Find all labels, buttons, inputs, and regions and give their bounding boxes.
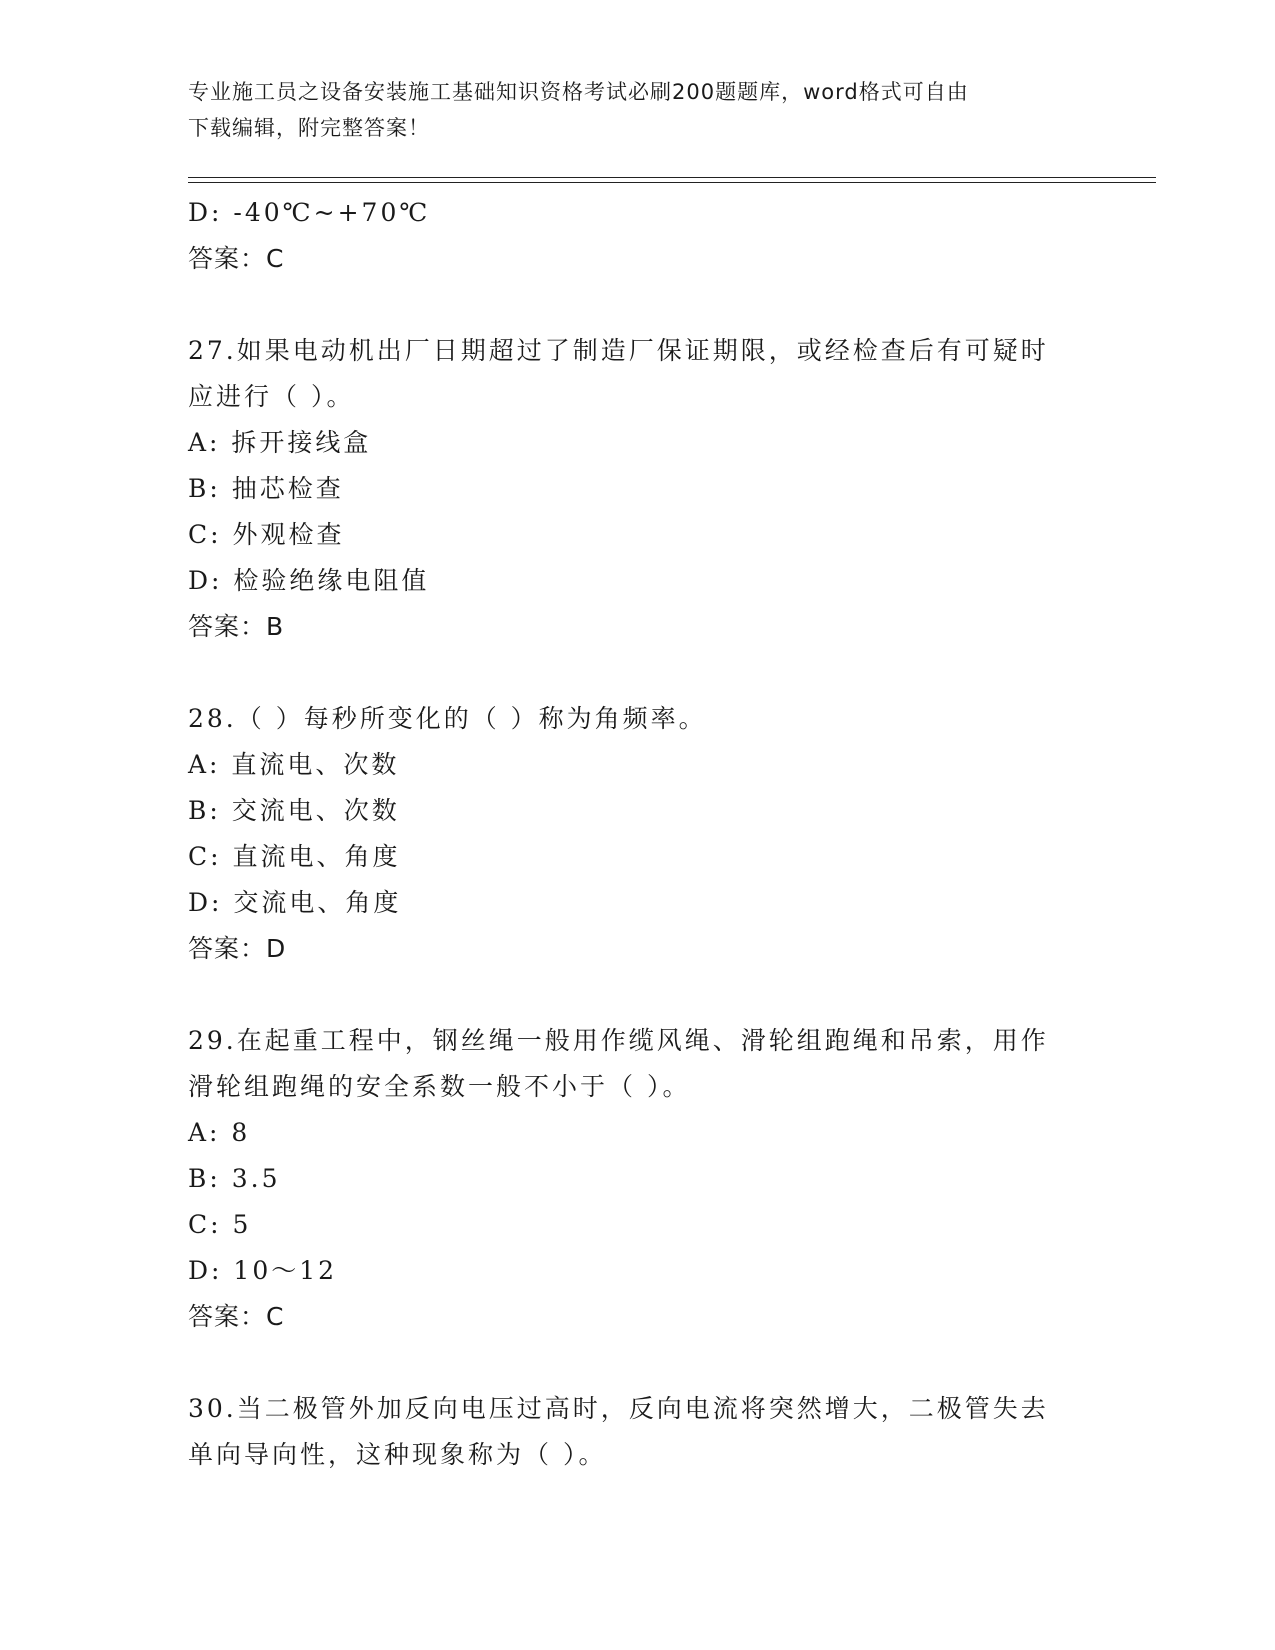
option-c: C: 5 [188, 1210, 252, 1239]
header-title-line2: 下载编辑，附完整答案！ [188, 116, 430, 140]
option-a: A: 直流电、次数 [188, 750, 400, 779]
option-b: B: 交流电、次数 [188, 796, 400, 825]
option-d: D: -40℃~+70℃ [188, 198, 431, 227]
header-title-line1: 专业施工员之设备安装施工基础知识资格考试必刷200题题库，word格式可自由 [188, 80, 969, 104]
option-d: D: 10～12 [188, 1256, 338, 1285]
question-spacer [188, 282, 1078, 328]
question-27 [188, 328, 1078, 650]
option-a: A: 拆开接线盒 [188, 428, 372, 457]
question-stem-line2: 应进行（ ）。 [188, 382, 355, 411]
question-list [188, 190, 1078, 1478]
question-stem-line2: 滑轮组跑绳的安全系数一般不小于（ ）。 [188, 1072, 691, 1101]
option-c: C: 直流电、角度 [188, 842, 401, 871]
question-stem-line1: 29.在起重工程中，钢丝绳一般用作缆风绳、滑轮组跑绳和吊索，用作 [188, 1026, 1049, 1055]
answer-line: 答案：C [188, 1302, 285, 1331]
answer-line: 答案：D [188, 934, 287, 963]
question-stem-line1: 30.当二极管外加反向电压过高时，反向电流将突然增大，二极管失去 [188, 1394, 1049, 1423]
option-d: D: 检验绝缘电阻值 [188, 566, 430, 595]
question-spacer [188, 650, 1078, 696]
question-28 [188, 696, 1078, 972]
option-a: A: 8 [188, 1118, 251, 1147]
option-d: D: 交流电、角度 [188, 888, 402, 917]
option-b: B: 3.5 [188, 1164, 281, 1193]
question-stem-line1: 27.如果电动机出厂日期超过了制造厂保证期限，或经检查后有可疑时 [188, 336, 1049, 365]
document-header [188, 74, 1068, 146]
answer-line: 答案：B [188, 612, 285, 641]
option-c: C: 外观检查 [188, 520, 345, 549]
question-spacer [188, 972, 1078, 1018]
option-b: B: 抽芯检查 [188, 474, 344, 503]
question-spacer [188, 1340, 1078, 1386]
question-29 [188, 1018, 1078, 1340]
answer-line: 答案：C [188, 244, 285, 273]
question-stem-line1: 28.（ ）每秒所变化的（ ）称为角频率。 [188, 704, 707, 733]
header-divider-bottom [188, 182, 1156, 183]
header-divider-top [188, 177, 1156, 178]
question-30 [188, 1386, 1078, 1478]
question-26-tail [188, 190, 1078, 282]
question-stem-line2: 单向导向性，这种现象称为（ ）。 [188, 1440, 607, 1469]
